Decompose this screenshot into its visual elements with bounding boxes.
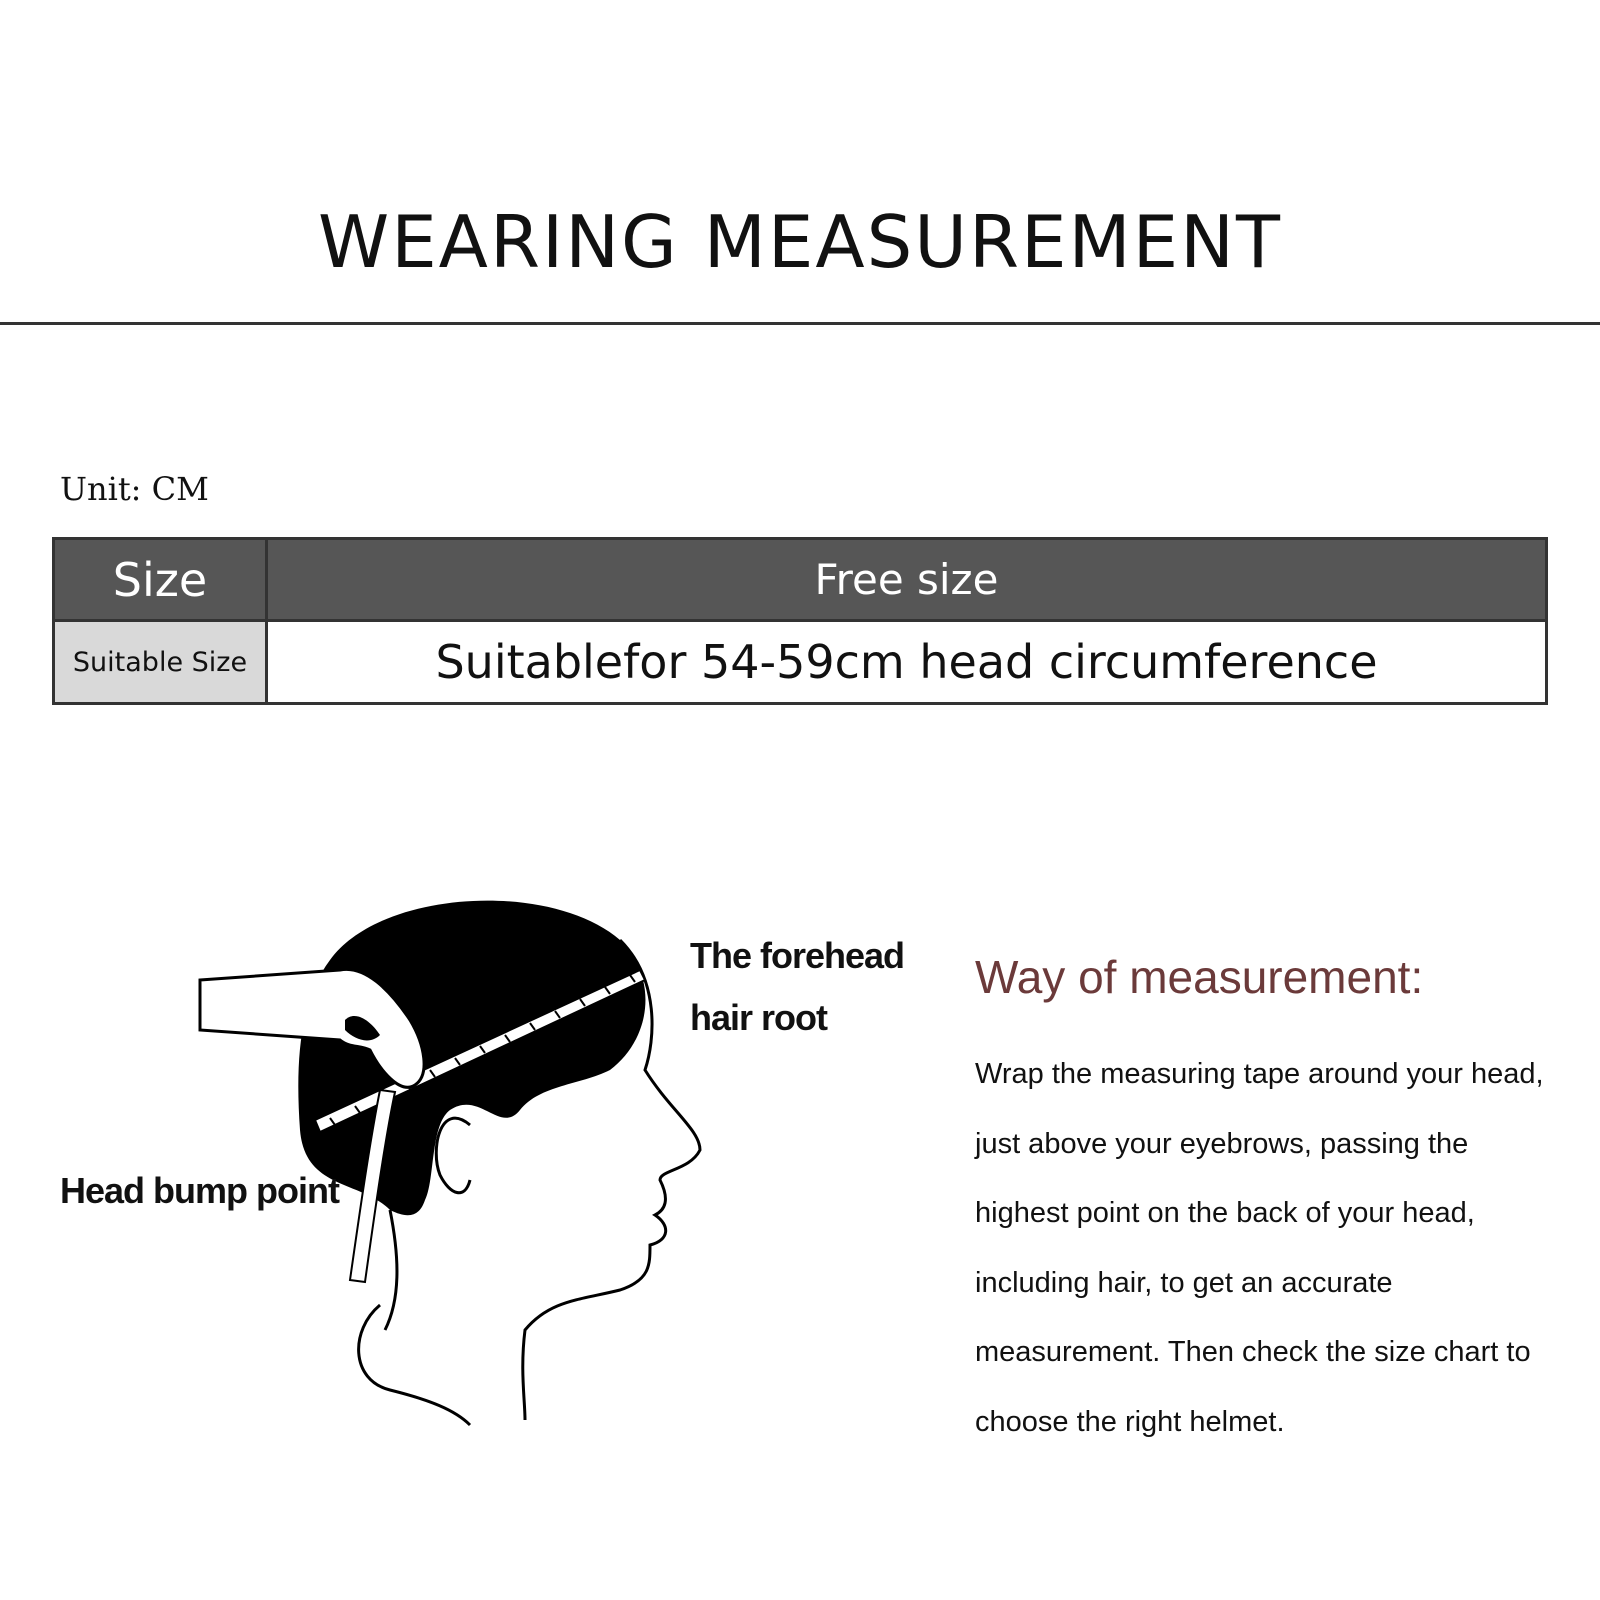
neck-back [385, 1210, 397, 1330]
measurement-instructions: Wrap the measuring tape around your head, just above your eyebrows, passing the highest point on the back of your head, including hair, to get an accurate measurement. Then check the size chart to choose the right helmet. [975, 1058, 1544, 1438]
unit-label: Unit: CM [60, 470, 209, 508]
size-header-value: Free size [268, 540, 1545, 622]
suitable-size-value: Suitablefor 54-59cm head circumference [268, 622, 1545, 702]
page-title: WEARING MEASUREMENT [318, 200, 1282, 284]
title-divider [0, 322, 1600, 325]
collar [359, 1305, 470, 1425]
size-table [52, 537, 1548, 705]
size-header-label: Size [55, 540, 268, 622]
forehead-hair-root-label: The forehead hair root [690, 935, 905, 1038]
head-bump-point-label: Head bump point [60, 1170, 339, 1211]
ear [436, 1118, 470, 1193]
suitable-size-label: Suitable Size [55, 622, 268, 702]
measurement-heading: Way of measurement: [975, 951, 1424, 1003]
